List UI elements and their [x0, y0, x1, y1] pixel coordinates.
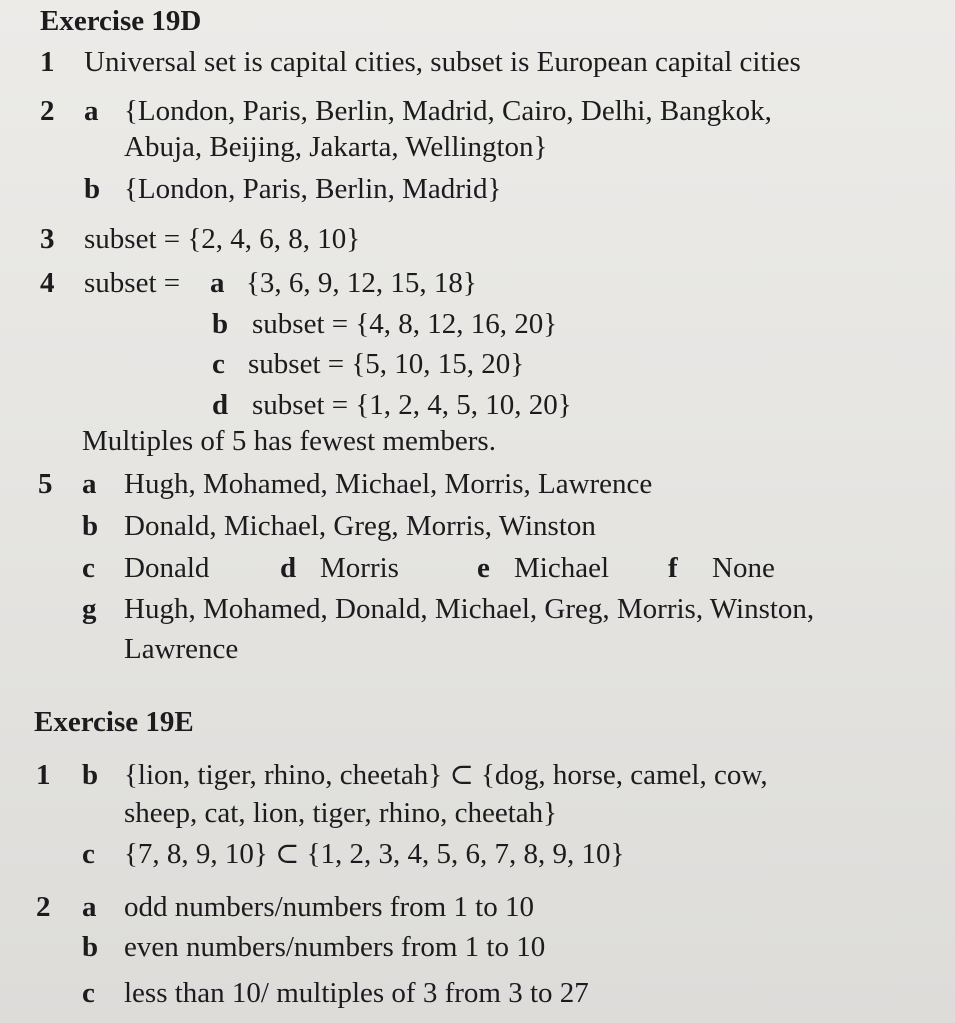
- q4b-answer: subset = {4, 8, 12, 16, 20}: [252, 308, 558, 340]
- q4-prefix: subset =: [84, 267, 181, 299]
- q1-number: 1: [40, 46, 55, 78]
- e-q1-number: 1: [36, 759, 51, 791]
- q2a-label: a: [84, 95, 99, 127]
- q5a-label: a: [82, 468, 97, 500]
- q5f-answer: None: [712, 552, 775, 584]
- q2b-label: b: [84, 173, 101, 205]
- e-q2a-answer: odd numbers/numbers from 1 to 10: [124, 891, 534, 923]
- q4-note: Multiples of 5 has fewest members.: [82, 425, 496, 457]
- q5c-label: c: [82, 552, 95, 584]
- q2b-answer: {London, Paris, Berlin, Madrid}: [124, 173, 502, 205]
- q4a-label: a: [210, 267, 225, 299]
- q4a-answer: {3, 6, 9, 12, 15, 18}: [246, 267, 477, 299]
- q1-answer: Universal set is capital cities, subset is European capital cities: [84, 46, 801, 78]
- q5b-label: b: [82, 510, 99, 542]
- q5d-label: d: [280, 552, 297, 584]
- q5g-label: g: [82, 593, 97, 625]
- exercise-19d-heading: Exercise 19D: [40, 5, 202, 37]
- e-q1b-label: b: [82, 759, 99, 791]
- q5b-answer: Donald, Michael, Greg, Morris, Winston: [124, 510, 596, 542]
- q5g-answer-line1: Hugh, Mohamed, Donald, Michael, Greg, Morris, Winston,: [124, 593, 815, 625]
- e-q2-number: 2: [36, 891, 51, 923]
- e-q1c-answer: {7, 8, 9, 10} ⊂ {1, 2, 3, 4, 5, 6, 7, 8, 9, 10}: [124, 838, 625, 870]
- e-q2c-label: c: [82, 977, 95, 1009]
- q5d-answer: Morris: [320, 552, 399, 584]
- q5-number: 5: [38, 468, 53, 500]
- show-through-text: [500, 235, 507, 265]
- q4-number: 4: [40, 267, 55, 299]
- q4d-label: d: [212, 389, 229, 421]
- q5f-label: f: [668, 552, 678, 584]
- e-q2a-label: a: [82, 891, 97, 923]
- e-q2c-answer: less than 10/ multiples of 3 from 3 to 27: [124, 977, 589, 1009]
- q5g-answer-line2: Lawrence: [124, 633, 239, 665]
- q2-number: 2: [40, 95, 55, 127]
- q5c-answer: Donald: [124, 552, 210, 584]
- e-q1b-answer-line1: {lion, tiger, rhino, cheetah} ⊂ {dog, horse, camel, cow,: [124, 759, 768, 791]
- q4c-label: c: [212, 348, 225, 380]
- e-q2b-label: b: [82, 931, 99, 963]
- q2a-answer-line1: {London, Paris, Berlin, Madrid, Cairo, Delhi, Bangkok,: [124, 95, 772, 127]
- e-q2b-answer: even numbers/numbers from 1 to 10: [124, 931, 546, 963]
- q4b-label: b: [212, 308, 229, 340]
- q5e-label: e: [477, 552, 490, 584]
- e-q1b-answer-line2: sheep, cat, lion, tiger, rhino, cheetah}: [124, 797, 558, 829]
- q5a-answer: Hugh, Mohamed, Michael, Morris, Lawrence: [124, 468, 653, 500]
- q5e-answer: Michael: [514, 552, 610, 584]
- q3-number: 3: [40, 223, 55, 255]
- q4c-answer: subset = {5, 10, 15, 20}: [248, 348, 525, 380]
- exercise-19e-heading: Exercise 19E: [34, 706, 194, 738]
- q4d-answer: subset = {1, 2, 4, 5, 10, 20}: [252, 389, 572, 421]
- q3-answer: subset = {2, 4, 6, 8, 10}: [84, 223, 361, 255]
- e-q1c-label: c: [82, 838, 95, 870]
- q2a-answer-line2: Abuja, Beijing, Jakarta, Wellington}: [124, 131, 548, 163]
